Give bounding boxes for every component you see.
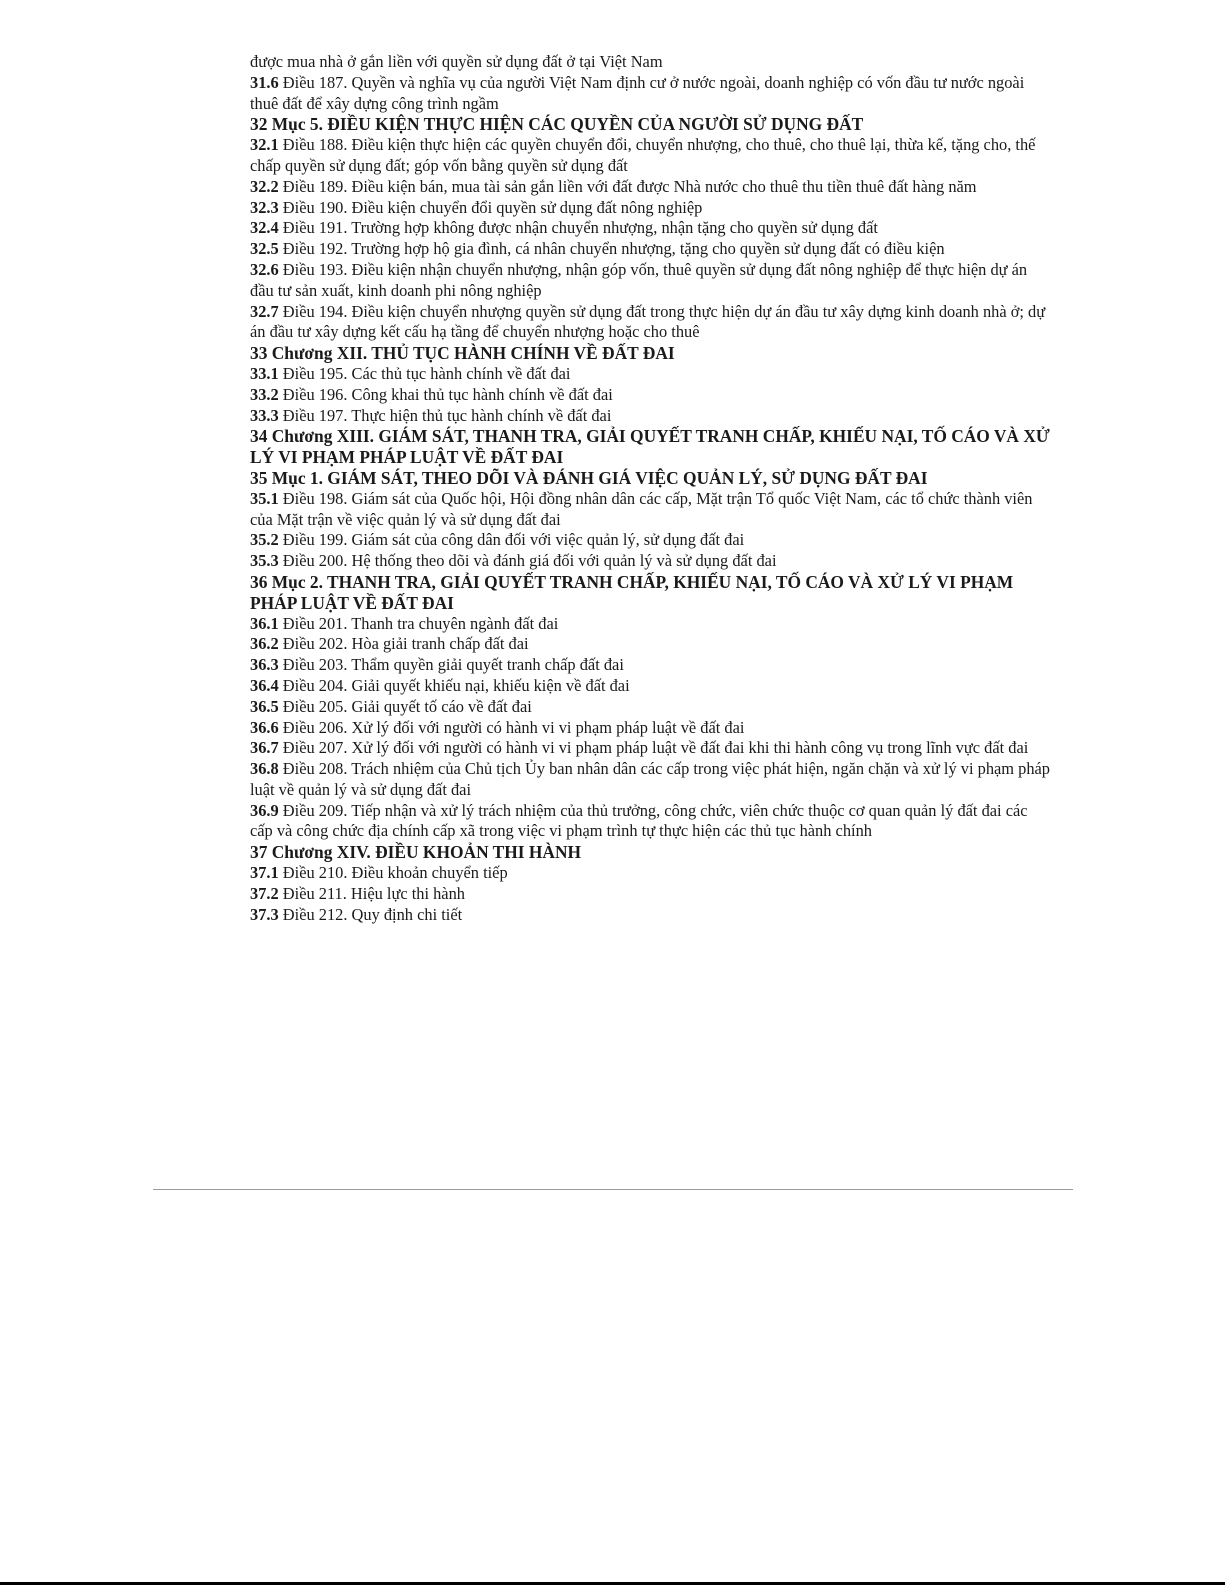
entry-text: Điều 202. Hòa giải tranh chấp đất đai [282, 634, 529, 654]
entry-text: Mục 1. GIÁM SÁT, THEO DÕI VÀ ĐÁNH GIÁ VIỆC QUẢN LÝ, SỬ DỤNG ĐẤT ĐAI [271, 467, 928, 488]
entry-number: 35.2 [250, 530, 279, 550]
table-of-contents [250, 52, 1050, 925]
toc-entry [250, 530, 1050, 551]
entry-text: Điều 211. Hiệu lực thi hành [282, 883, 465, 903]
toc-entry [250, 302, 1050, 344]
entry-text: được mua nhà ở gắn liền với quyền sử dụng đất ở tại Việt Nam [250, 52, 663, 71]
entry-text: Điều 191. Trường hợp không được nhận chuyển nhượng, nhận tặng cho quyền sử dụng đất [282, 218, 878, 238]
entry-number: 36.4 [250, 675, 279, 695]
toc-entry [250, 406, 1050, 427]
entry-text: Điều 205. Giải quyết tố cáo về đất đai [282, 696, 532, 716]
entry-text: Chương XII. THỦ TỤC HÀNH CHÍNH VỀ ĐẤT ĐAI [271, 343, 675, 364]
entry-number: 33 [250, 343, 268, 364]
toc-entry [250, 759, 1050, 801]
entry-number: 34 [250, 426, 268, 447]
entry-number: 33.1 [250, 363, 279, 383]
toc-entry [250, 718, 1050, 739]
entry-number: 36.7 [250, 738, 279, 758]
entry-text: Điều 197. Thực hiện thủ tục hành chính về đất đai [282, 405, 612, 425]
entry-text: Chương XIII. GIÁM SÁT, THANH TRA, GIẢI QUYẾT TRANH CHẤP, KHIẾU NẠI, TỐ CÁO VÀ XỬ LÝ VI PHẠM PHÁP LUẬT VỀ ĐẤT ĐAI [250, 426, 1050, 468]
entry-text: Điều 208. Trách nhiệm của Chủ tịch Ủy ban nhân dân các cấp trong việc phát hiện, ngăn chặn và xử lý vi phạm pháp luật về quản lý và sử dụng đất đai [250, 759, 1050, 799]
toc-entry [250, 218, 1050, 239]
entry-number: 33.2 [250, 384, 279, 404]
entry-text: Điều 193. Điều kiện nhận chuyển nhượng, nhận góp vốn, thuê quyền sử dụng đất nông nghiệp để thực hiện dự án đầu tư sản xuất, kinh doanh phi nông nghiệp [250, 259, 1028, 300]
toc-entry [250, 364, 1050, 385]
toc-entry [250, 905, 1050, 926]
toc-section-heading [250, 468, 1050, 489]
entry-number: 32.5 [250, 239, 279, 259]
toc-entry [250, 676, 1050, 697]
entry-number: 32.2 [250, 176, 279, 196]
entry-number: 33.3 [250, 405, 279, 425]
entry-text: Điều 200. Hệ thống theo dõi và đánh giá đối với quản lý và sử dụng đất đai [282, 551, 777, 571]
entry-number: 35.1 [250, 488, 279, 508]
entry-number: 36.9 [250, 800, 279, 820]
toc-entry [250, 697, 1050, 718]
toc-entry [250, 385, 1050, 406]
entry-number: 32.7 [250, 301, 279, 321]
toc-section-heading [250, 572, 1050, 614]
entry-number: 36.5 [250, 696, 279, 716]
toc-entry [250, 198, 1050, 219]
toc-section-heading [250, 426, 1050, 468]
entry-text: Mục 5. ĐIỀU KIỆN THỰC HIỆN CÁC QUYỀN CỦA NGƯỜI SỬ DỤNG ĐẤT [271, 114, 864, 135]
entry-number: 32.1 [250, 135, 279, 155]
entry-text: Điều 188. Điều kiện thực hiện các quyền chuyển đổi, chuyển nhượng, cho thuê, cho thuê lại, thừa kế, tặng cho, thế chấp quyền sử dụng đất; góp vốn bằng quyền sử dụng đất [250, 135, 1036, 175]
toc-entry [250, 135, 1050, 177]
entry-number: 37.2 [250, 883, 279, 903]
entry-text: Điều 210. Điều khoản chuyển tiếp [282, 863, 508, 883]
entry-number: 37.1 [250, 863, 279, 883]
entry-text: Điều 190. Điều kiện chuyển đổi quyền sử dụng đất nông nghiệp [282, 197, 703, 217]
toc-entry [250, 801, 1050, 843]
entry-text: Điều 199. Giám sát của công dân đối với việc quản lý, sử dụng đất đai [282, 530, 745, 550]
entry-number: 32.6 [250, 259, 279, 279]
toc-entry [250, 884, 1050, 905]
toc-entry [250, 73, 1050, 115]
entry-number: 31.6 [250, 72, 279, 92]
toc-entry [250, 634, 1050, 655]
entry-text: Điều 206. Xử lý đối với người có hành vi vi phạm pháp luật về đất đai [282, 717, 745, 737]
entry-text: Điều 189. Điều kiện bán, mua tài sản gắn liền với đất được Nhà nước cho thuê thu tiền thuê đất hàng năm [282, 176, 977, 196]
entry-text: Điều 195. Các thủ tục hành chính về đất đai [282, 363, 571, 383]
entry-text: Điều 192. Trường hợp hộ gia đình, cá nhân chuyển nhượng, tặng cho quyền sử dụng đất có điều kiện [282, 239, 945, 259]
entry-text: Điều 201. Thanh tra chuyên ngành đất đai [282, 613, 559, 633]
toc-entry [250, 260, 1050, 302]
toc-entry [250, 551, 1050, 572]
entry-text: Điều 198. Giám sát của Quốc hội, Hội đồng nhân dân các cấp, Mặt trận Tổ quốc Việt Nam, các tổ chức thành viên của Mặt trận về việc quản lý và sử dụng đất đai [250, 488, 1033, 529]
toc-entry [250, 655, 1050, 676]
toc-entry [250, 177, 1050, 198]
entry-number: 35 [250, 467, 268, 488]
toc-entry [250, 239, 1050, 260]
entry-number: 36 [250, 571, 268, 592]
toc-entry [250, 489, 1050, 531]
toc-section-heading [250, 114, 1050, 135]
entry-number: 36.3 [250, 655, 279, 675]
entry-number: 36.2 [250, 634, 279, 654]
entry-text: Điều 204. Giải quyết khiếu nại, khiếu kiện về đất đai [282, 675, 630, 695]
page-divider [153, 1189, 1073, 1190]
entry-text: Điều 194. Điều kiện chuyển nhượng quyền sử dụng đất trong thực hiện dự án đầu tư xây dựng kinh doanh nhà ở; dự án đầu tư xây dựng kết cấu hạ tầng để chuyển nhượng hoặc cho thuê [250, 301, 1046, 342]
toc-entry [250, 52, 1050, 73]
entry-number: 37 [250, 842, 268, 863]
toc-section-heading [250, 343, 1050, 364]
entry-text: Mục 2. THANH TRA, GIẢI QUYẾT TRANH CHẤP, KHIẾU NẠI, TỐ CÁO VÀ XỬ LÝ VI PHẠM PHÁP LUẬT VỀ ĐẤT ĐAI [250, 571, 1014, 613]
entry-number: 32 [250, 114, 268, 135]
toc-section-heading [250, 842, 1050, 863]
entry-number: 36.6 [250, 717, 279, 737]
entry-number: 32.3 [250, 197, 279, 217]
entry-number: 35.3 [250, 551, 279, 571]
toc-entry [250, 738, 1050, 759]
toc-entry [250, 863, 1050, 884]
entry-text: Điều 207. Xử lý đối với người có hành vi vi phạm pháp luật về đất đai khi thi hành công vụ trong lĩnh vực đất đai [282, 738, 1029, 758]
entry-number: 32.4 [250, 218, 279, 238]
entry-text: Điều 187. Quyền và nghĩa vụ của người Việt Nam định cư ở nước ngoài, doanh nghiệp có vốn đầu tư nước ngoài thuê đất để xây dựng công trình ngầm [250, 72, 1025, 113]
entry-text: Điều 209. Tiếp nhận và xử lý trách nhiệm của thủ trưởng, công chức, viên chức thuộc cơ quan quản lý đất đai các cấp và công chức địa chính cấp xã trong việc vi phạm trình tự thực hiện các thủ tục hành chính [250, 800, 1028, 841]
entry-text: Chương XIV. ĐIỀU KHOẢN THI HÀNH [271, 842, 582, 863]
entry-number: 36.8 [250, 759, 279, 779]
entry-number: 36.1 [250, 613, 279, 633]
toc-entry [250, 614, 1050, 635]
entry-text: Điều 196. Công khai thủ tục hành chính về đất đai [282, 384, 613, 404]
entry-text: Điều 212. Quy định chi tiết [282, 904, 463, 924]
entry-number: 37.3 [250, 904, 279, 924]
entry-text: Điều 203. Thẩm quyền giải quyết tranh chấp đất đai [282, 655, 624, 675]
